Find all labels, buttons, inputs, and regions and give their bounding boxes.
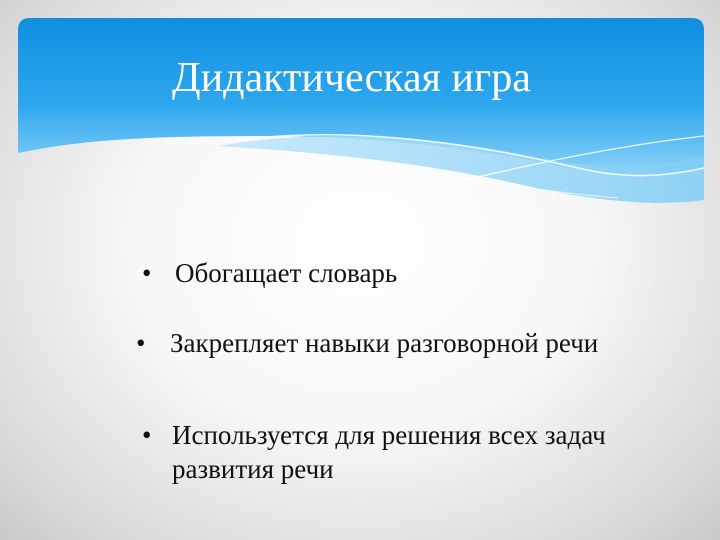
bullet-text: Закрепляет навыки разговорной речи (170, 328, 599, 358)
bullet-dot: • (142, 258, 152, 288)
bullet-item (142, 418, 702, 488)
bullet-dot: • (142, 420, 152, 450)
bullet-item (142, 256, 462, 290)
wave-banner-graphic (18, 18, 704, 218)
bullet-dot: • (136, 328, 146, 358)
bullet-text: Обогащает словарь (175, 258, 398, 288)
header-wave-banner (18, 18, 704, 218)
slide-title: Дидактическая игра (172, 55, 531, 101)
bullet-text: Используется для решения всех задач развития речи (172, 420, 606, 484)
bullet-item (136, 326, 696, 360)
